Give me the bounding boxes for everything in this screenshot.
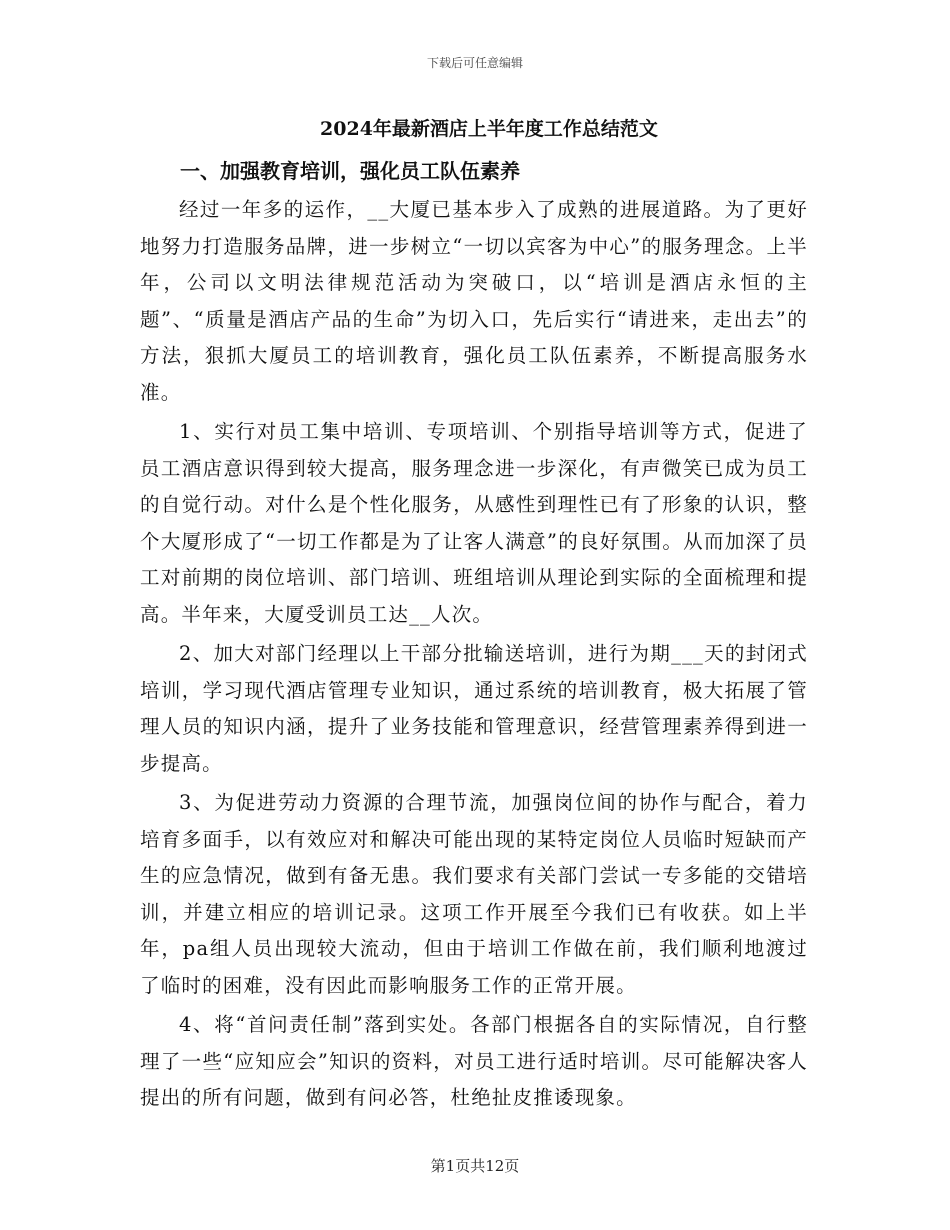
paragraph: 3、为促进劳动力资源的合理节流，加强岗位间的协作与配合，着力培育多面手，以有效应对和解决可能出现的某特定岗位人员临时短缺而产生的应急情况，做到有备无患。我们要求有关部门尝试一专多能的交错培训，并建立相应的培训记录。这项工作开展至今我们已有收获。如上半年，pa组人员出现较大流动，但由于培训工作做在前，我们顺利地渡过了临时的困难，没有因此而影响服务工作的正常开展。 (140, 791, 808, 997)
page-header-note: 下载后可任意编辑 (426, 56, 523, 70)
paragraph: 1、实行对员工集中培训、专项培训、个别指导培训等方式，促进了员工酒店意识得到较大提高，服务理念进一步深化，有声微笑已成为员工的自觉行动。对什么是个性化服务，从感性到理性已有了形象的认识，整个大厦形成了“一切工作都是为了让客人满意”的良好氛围。从而加深了员工对前期的岗位培训、部门培训、班组培训从理论到实际的全面梳理和提高。半年来，大厦受训员工达__人次。 (140, 420, 808, 626)
paragraph: 2、加大对部门经理以上干部分批输送培训，进行为期___天的封闭式培训，学习现代酒店管理专业知识，通过系统的培训教育，极大拓展了管理人员的知识内涵，提升了业务技能和管理意识，经营管理素养得到进一步提高。 (140, 642, 808, 775)
document-title: 2024年最新酒店上半年度工作总结范文 (320, 118, 658, 140)
document-body (140, 112, 808, 1120)
section-heading: 一、加强教育培训，强化员工队伍素养 (180, 159, 520, 183)
paragraph: 经过一年多的运作，__大厦已基本步入了成熟的进展道路。为了更好地努力打造服务品牌，进一步树立“一切以宾客为中心”的服务理念。上半年，公司以文明法律规范活动为突破口，以“培训是酒店永恒的主题”、“质量是酒店产品的生命”为切入口，先后实行“请进来，走出去”的方法，狠抓大厦员工的培训教育，强化员工队伍素养，不断提高服务水准。 (140, 198, 808, 404)
page-number: 第1页共12页 (430, 1157, 520, 1175)
paragraph: 4、将“首问责任制”落到实处。各部门根据各自的实际情况，自行整理了一些“应知应会”知识的资料，对员工进行适时培训。尽可能解决客人提出的所有问题，做到有问必答，杜绝扯皮推诿现象。 (140, 1013, 808, 1109)
